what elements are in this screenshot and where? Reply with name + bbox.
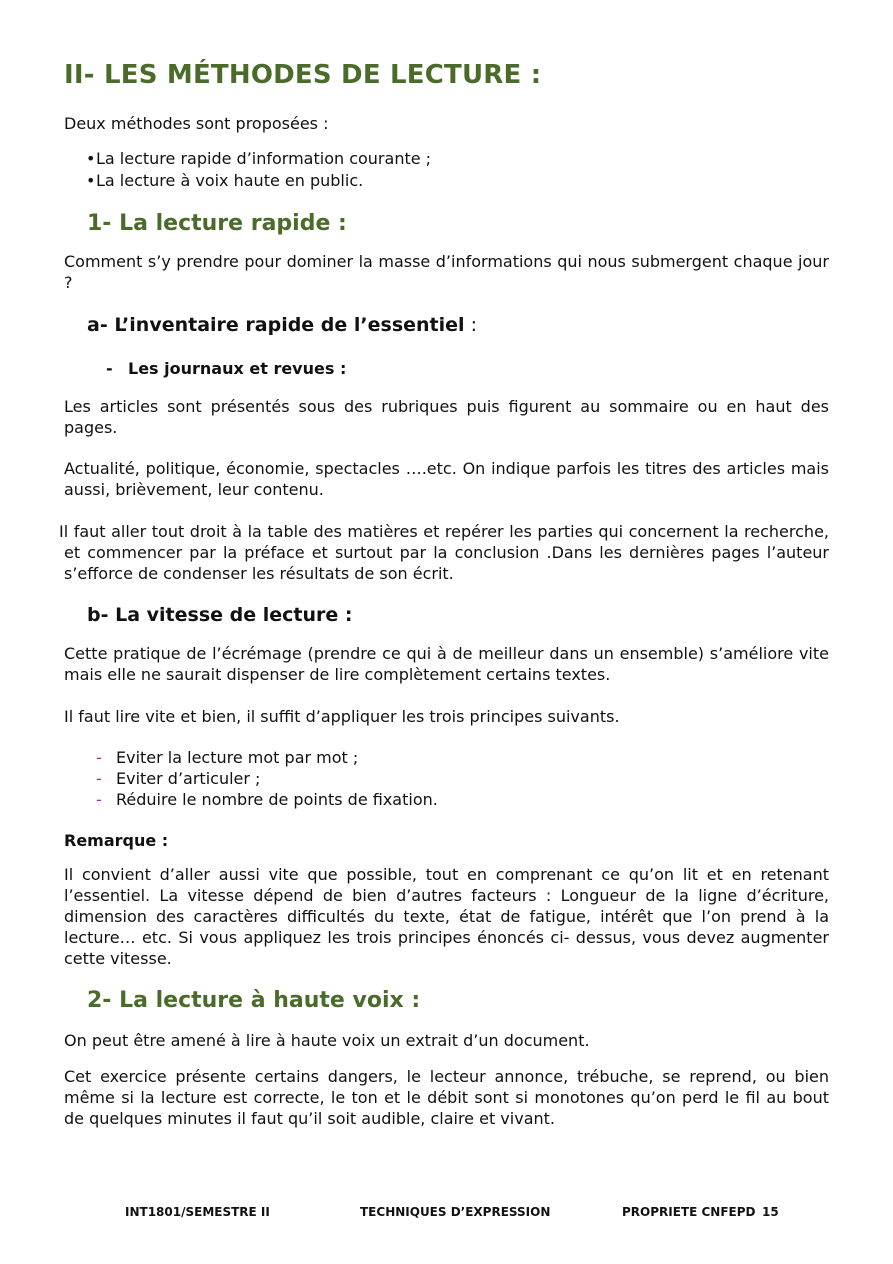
section-question: Comment s’y prendre pour dominer la masse d’informations qui nous submergent chaque jour ?: [64, 252, 829, 292]
principles-list: [96, 747, 438, 810]
list-item: - Réduire le nombre de points de fixation.: [96, 790, 438, 809]
list-item: •La lecture rapide d’information courante ;: [86, 149, 432, 168]
paragraph: Actualité, politique, économie, spectacles ….etc. On indique parfois les titres des articles mais aussi, brièvement, leur contenu.: [64, 459, 829, 499]
paragraph: Il faut aller tout droit à la table des matières et repérer les parties qui concernent la recherche, et commencer par la préface et surtout par la conclusion .Dans les dernières pages l’auteur s’efforce de condenser les résultats de son écrit.: [59, 522, 829, 583]
methods-list: [86, 148, 431, 192]
bullet-icon: •: [86, 149, 96, 168]
dash-marker: -: [106, 359, 113, 378]
paragraph: Les articles sont présentés sous des rubriques puis figurent au sommaire ou en haut des pages.: [64, 397, 829, 437]
paragraph: On peut être amené à lire à haute voix un extrait d’un document.: [64, 1031, 590, 1050]
page-title: II- LES MÉTHODES DE LECTURE :: [64, 60, 542, 90]
page-number: 15: [762, 1205, 779, 1219]
dash-marker: -: [96, 748, 102, 767]
intro-text: Deux méthodes sont proposées :: [64, 114, 329, 133]
dash-marker: -: [96, 769, 102, 788]
section-heading-haute-voix: 2- La lecture à haute voix :: [87, 988, 421, 1013]
dash-marker: -: [96, 790, 102, 809]
remark-text: Il convient d’aller aussi vite que possible, tout en comprenant ce qu’on lit et en retenant l’essentiel. La vitesse dépend de bien d’autres facteurs : Longueur de la ligne d’écriture, dimension des caractères difficultés du texte, état de fatigue, intérêt que l’on prend à la lecture… etc. Si vous appliquez les trois principes énoncés ci- dessus, vous devez augmenter cette vitesse.: [64, 865, 829, 968]
list-item: •La lecture à voix haute en public.: [86, 171, 364, 190]
item-heading-journaux: - Les journaux et revues :: [106, 359, 347, 378]
remark-label: Remarque :: [64, 831, 169, 850]
paragraph: Cet exercice présente certains dangers, le lecteur annonce, trébuche, se reprend, ou bien même si la lecture est correcte, le ton et le débit sont si monotones qu’on perd le fil au bout de quelques minutes il faut qu’il soit audible, claire et vivant.: [64, 1067, 829, 1128]
list-item: - Eviter d’articuler ;: [96, 769, 261, 788]
footer-ownership: PROPRIETE CNFEPD: [622, 1205, 756, 1219]
paragraph: Il faut lire vite et bien, il suffit d’appliquer les trois principes suivants.: [64, 707, 620, 726]
footer-course-title: TECHNIQUES D’EXPRESSION: [360, 1205, 551, 1219]
bullet-icon: •: [86, 171, 96, 190]
subsection-heading-inventaire: a- L’inventaire rapide de l’essentiel :: [87, 314, 478, 336]
list-item: - Eviter la lecture mot par mot ;: [96, 748, 359, 767]
section-heading-lecture-rapide: 1- La lecture rapide :: [87, 211, 347, 236]
subsection-heading-vitesse: b- La vitesse de lecture :: [87, 604, 353, 626]
footer-course-code: INT1801/SEMESTRE II: [125, 1205, 270, 1219]
paragraph: Cette pratique de l’écrémage (prendre ce qui à de meilleur dans un ensemble) s’améliore vite mais elle ne saurait dispenser de lire complètement certains textes.: [64, 644, 829, 684]
